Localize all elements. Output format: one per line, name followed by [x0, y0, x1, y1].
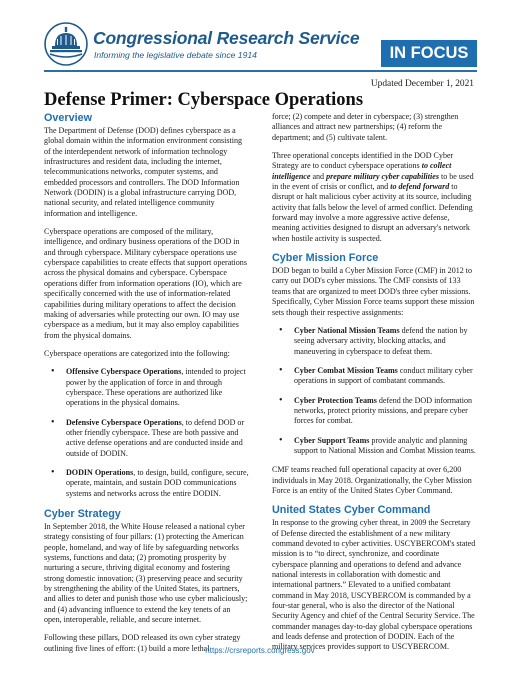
text-run: to be used in the event of crisis or conflict, and: [272, 171, 474, 192]
section-heading-overview: Overview: [44, 112, 93, 124]
cmf-team-list: [272, 326, 477, 456]
bullet-text: conduct military cyber operations in support of combatant commands.: [294, 365, 473, 386]
operations-category-list: [44, 367, 249, 499]
bullet-text: , intended to project power by the application of force in and through cyberspace. These operations are authorized like operations in the physical domains.: [66, 367, 246, 408]
overview-paragraph-1: The Department of Defense (DOD) defines cyberspace as a global domain within the information environment consisting of the interdependent network of information technology infrastructures and resident data, including the internet, telecommunications networks, computer systems, and embedded processors and controllers. The DOD Information Network (DODIN) is a global infrastructure carrying DOD, national security, and related intelligence community information and intelligence.: [44, 126, 243, 218]
section-heading-cyber-strategy: Cyber Strategy: [44, 508, 121, 520]
list-item: [44, 367, 249, 408]
bullet-term: Cyber Support Teams: [294, 435, 370, 445]
text-run: Three operational concepts identified in the DOD Cyber Strategy are to conduct cyberspace operations: [272, 151, 454, 171]
cmf-paragraph-2: CMF teams reached full operational capacity at over 6,200 individuals in May 2018. Organizationally, the Cyber Mission Force is an entity of the United States Cyber Command.: [272, 465, 472, 495]
header-rule: [44, 70, 477, 72]
bullet-text: provide analytic and planning support to National Mission and Combat Mission teams.: [294, 435, 476, 455]
org-name: Congressional Research Service: [93, 28, 360, 48]
org-tagline: Informing the legislative debate since 1914: [94, 50, 257, 60]
page-title: Defense Primer: Cyberspace Operations: [44, 90, 364, 110]
strategy-paragraph-2-continued: force; (2) compete and deter in cyberspace; (3) strengthen alliances and attract new partnerships; (4) reform the department; and (5) cultivate talent.: [272, 112, 459, 142]
emphasis-prepare-capabilities: prepare military cyber capabilities: [326, 171, 439, 181]
list-item: [272, 326, 477, 357]
list-item: [44, 468, 249, 499]
bullet-text: defend the DOD information networks, protect priority missions, and prepare cyber forces for combat.: [294, 395, 473, 426]
emphasis-collect-intelligence: to collect intelligence: [272, 161, 452, 181]
report-header: [0, 0, 520, 89]
bullet-term: Defensive Cyberspace Operations: [66, 417, 182, 427]
list-item: [272, 366, 477, 387]
strategy-paragraph-2: Following these pillars, DOD released its own cyber strategy outlining five lines of effort: (1) build a more lethal: [44, 633, 241, 653]
cmf-paragraph-1: DOD began to build a Cyber Mission Force (CMF) in 2012 to carry out DOD's cyber missions. The CMF consists of 133 teams that are organized to meet DOD's three cyber missions. Specifically, Cyber Mission Force teams support these mission sets though their respective assignments:: [272, 266, 475, 317]
strategy-paragraph-3: [272, 151, 477, 244]
bullet-text: , to defend DOD or other friendly cyberspace. These are both passive and active defense operations and are conducted inside and outside of DODIN.: [66, 417, 245, 458]
bullet-term: DODIN Operations: [66, 467, 134, 477]
uscc-paragraph-1: In response to the growing cyber threat, in 2009 the Secretary of Defense directed the establishment of a new military command devoted to cyber activities. USCYBERCOM's stated mission is to “to direct, synchronize, and coordinate cyberspace planning and operations to defend and advance national interests in collaboration with domestic and international partners.” Elevated to a unified combatant command in May 2018, USCYBERCOM is commanded by a four-star general, who is also the director of the National Security Agency and chief of the Central Security Service. The commander manages day-to-day global cyberspace operations and leads defense and protection of DODIN. Each of the military services provides support to USCYBERCOM.: [272, 518, 476, 652]
overview-paragraph-2: Cyberspace operations are composed of the military, intelligence, and ordinary business operations of the DOD in and through cyberspace. Military cyberspace operations use cyberspace capabilities to create effects that support operations across the physical domains and cyberspace. Cyberspace operations differ from information operations (IO), which are specifically concerned with the use of information-related capabilities during military operations to affect the decision making of adversaries while protecting our own. IO may use cyberspace as a medium, but it may also employ capabilities from the physical domains.: [44, 227, 247, 340]
bullet-term: Offensive Cyberspace Operations: [66, 367, 182, 377]
text-run: to disrupt or halt malicious cyber activity at its source, including activity that falls below the level of armed conflict. Defending forward may involve a more aggressive active defense, meaning activities designed to disrupt an adversary's network when hostile activity is suspected.: [272, 182, 473, 243]
footer-url-link[interactable]: https://crsreports.congress.gov: [205, 646, 315, 655]
overview-paragraph-3: Cyberspace operations are categorized into the following:: [44, 348, 230, 358]
list-item: [44, 418, 249, 459]
left-column: [44, 112, 249, 662]
updated-date: Updated December 1, 2021: [370, 79, 474, 89]
bullet-term: Cyber Combat Mission Teams: [294, 365, 398, 375]
in-focus-badge: IN FOCUS: [381, 40, 477, 67]
right-column: [272, 112, 477, 661]
emphasis-defend-forward: to defend forward: [390, 182, 450, 192]
section-heading-cyber-mission-force: Cyber Mission Force: [272, 252, 379, 265]
text-run: and: [310, 171, 327, 181]
capitol-dome-icon: [44, 22, 88, 66]
bullet-text: defend the nation by seeing adversary activity, blocking attacks, and maneuvering in cyberspace to defeat them.: [294, 325, 468, 356]
bullet-text: , to design, build, configure, secure, operate, maintain, and sustain DOD communications systems and networks across the entire DODIN.: [66, 467, 249, 498]
strategy-paragraph-1: In September 2018, the White House released a national cyber strategy consisting of four pillars: (1) protecting the American people, homeland, and way of life by safeguarding networks systems, functions and data; (2) promoting prosperity by nurturing a secure, thriving digital economy and fostering strong domestic innovation; (3) preserving peace and security by strengthening the ability of the United States, its partners, and allies to deter and punish those who use cyber maliciously; and (4) advancing influence to extend the key tenets of an open, interoperable, reliable, and secure internet.: [44, 522, 248, 625]
bullet-term: Cyber Protection Teams: [294, 395, 377, 405]
list-item: [272, 396, 477, 427]
section-heading-us-cyber-command: United States Cyber Command: [272, 504, 431, 517]
list-item: [272, 436, 477, 457]
bullet-term: Cyber National Mission Teams: [294, 325, 400, 335]
